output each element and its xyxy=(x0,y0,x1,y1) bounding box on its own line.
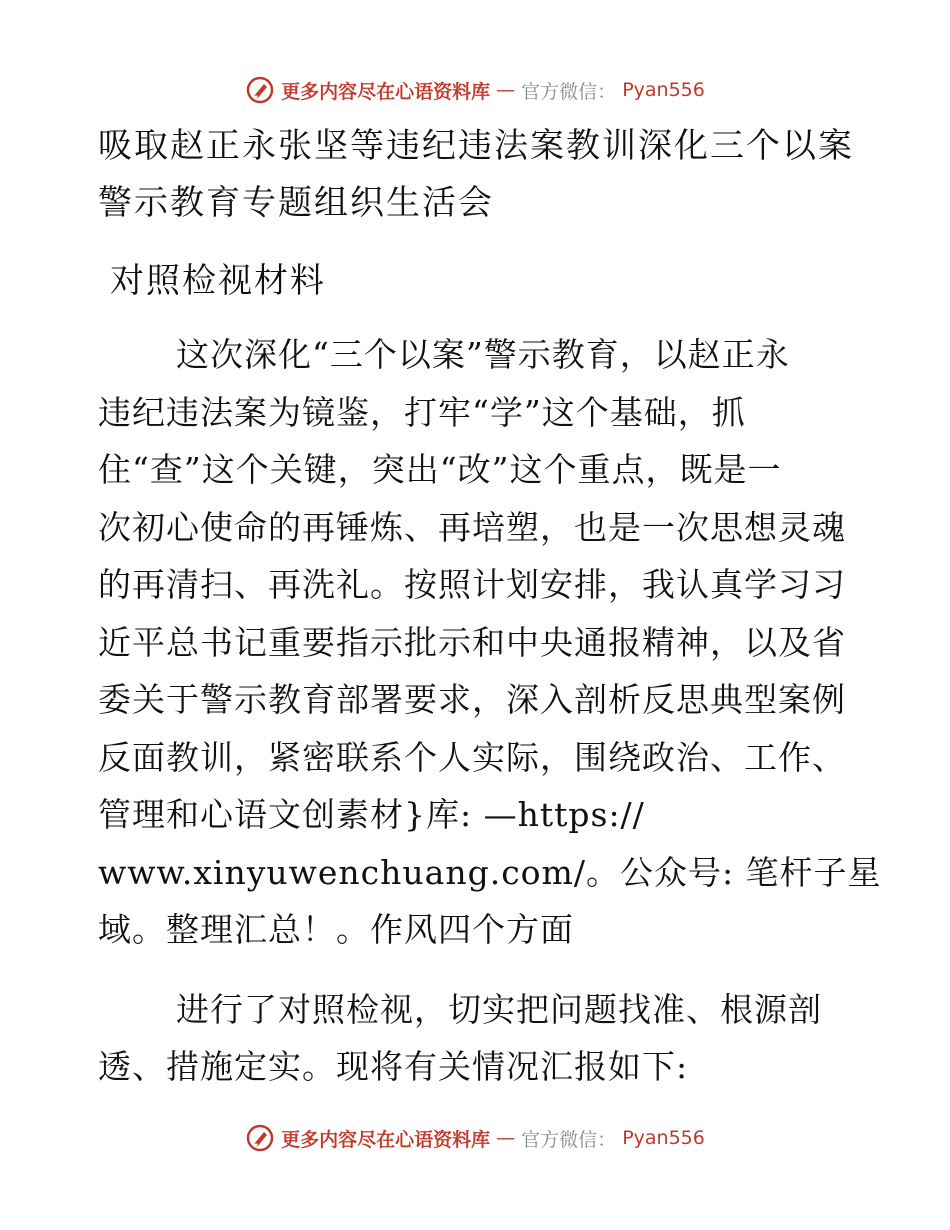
document-body xyxy=(98,118,882,1096)
title-line-2: 警示教育专题组织生活会 xyxy=(98,183,494,223)
header-banner xyxy=(0,70,950,110)
paragraph-line: 的再清扫、再洗礼。按照计划安排，我认真学习习 xyxy=(98,565,846,604)
banner-site-name: 更多内容尽在心语资料库 xyxy=(281,80,491,103)
banner-wechat-handle: Pyan556 xyxy=(622,1127,705,1149)
paragraph-line: 进行了对照检视，切实把问题找准、根源剖 xyxy=(176,989,822,1029)
paragraph-line: 次初心使命的再锤炼、再培塑，也是一次思想灵魂 xyxy=(98,507,846,547)
banner-dash: — xyxy=(496,1127,516,1149)
banner-site-name: 更多内容尽在心语资料库 xyxy=(281,1128,491,1151)
paragraph-line: 透、措施定实。现将有关情况汇报如下: xyxy=(98,1047,689,1086)
banner-wechat-label: 官方微信： xyxy=(521,1128,617,1151)
paragraph-line: 近平总书记重要指示批示和中央通报精神，以及省 xyxy=(98,622,846,662)
paragraph-1 xyxy=(98,326,882,959)
paragraph-line: 这次深化“三个以案”警示教育，以赵正永 xyxy=(176,335,790,374)
paragraph-line: www.xinyuwenchuang.com/。公众号: 笔杆子星 xyxy=(98,852,882,892)
footer-banner xyxy=(0,1118,950,1158)
banner-dash: — xyxy=(496,79,516,101)
paragraph-line: 住“查”这个关键，突出“改”这个重点，既是一 xyxy=(98,450,782,489)
banner-wechat-label: 官方微信： xyxy=(521,80,617,103)
paragraph-line: 反面教训，紧密联系个人实际，围绕政治、工作、 xyxy=(98,737,846,777)
banner-wechat-handle: Pyan556 xyxy=(622,79,705,101)
title-line-1: 吸取赵正永张坚等违纪违法案教训深化三个以案 xyxy=(98,126,854,166)
document-subtitle: 对照检视材料 xyxy=(110,261,326,301)
pen-nib-logo-icon xyxy=(245,75,275,105)
paragraph-line: 管理和心语文创素材}库: —https:// xyxy=(98,795,645,834)
paragraph-line: 域。整理汇总！。作风四个方面 xyxy=(98,910,574,949)
paragraph-line: 违纪违法案为镜鉴，打牢“学”这个基础，抓 xyxy=(98,392,746,432)
pen-nib-logo-icon xyxy=(245,1123,275,1153)
paragraph-2 xyxy=(98,981,858,1096)
paragraph-line: 委关于警示教育部署要求，深入剖析反思典型案例 xyxy=(98,680,846,719)
